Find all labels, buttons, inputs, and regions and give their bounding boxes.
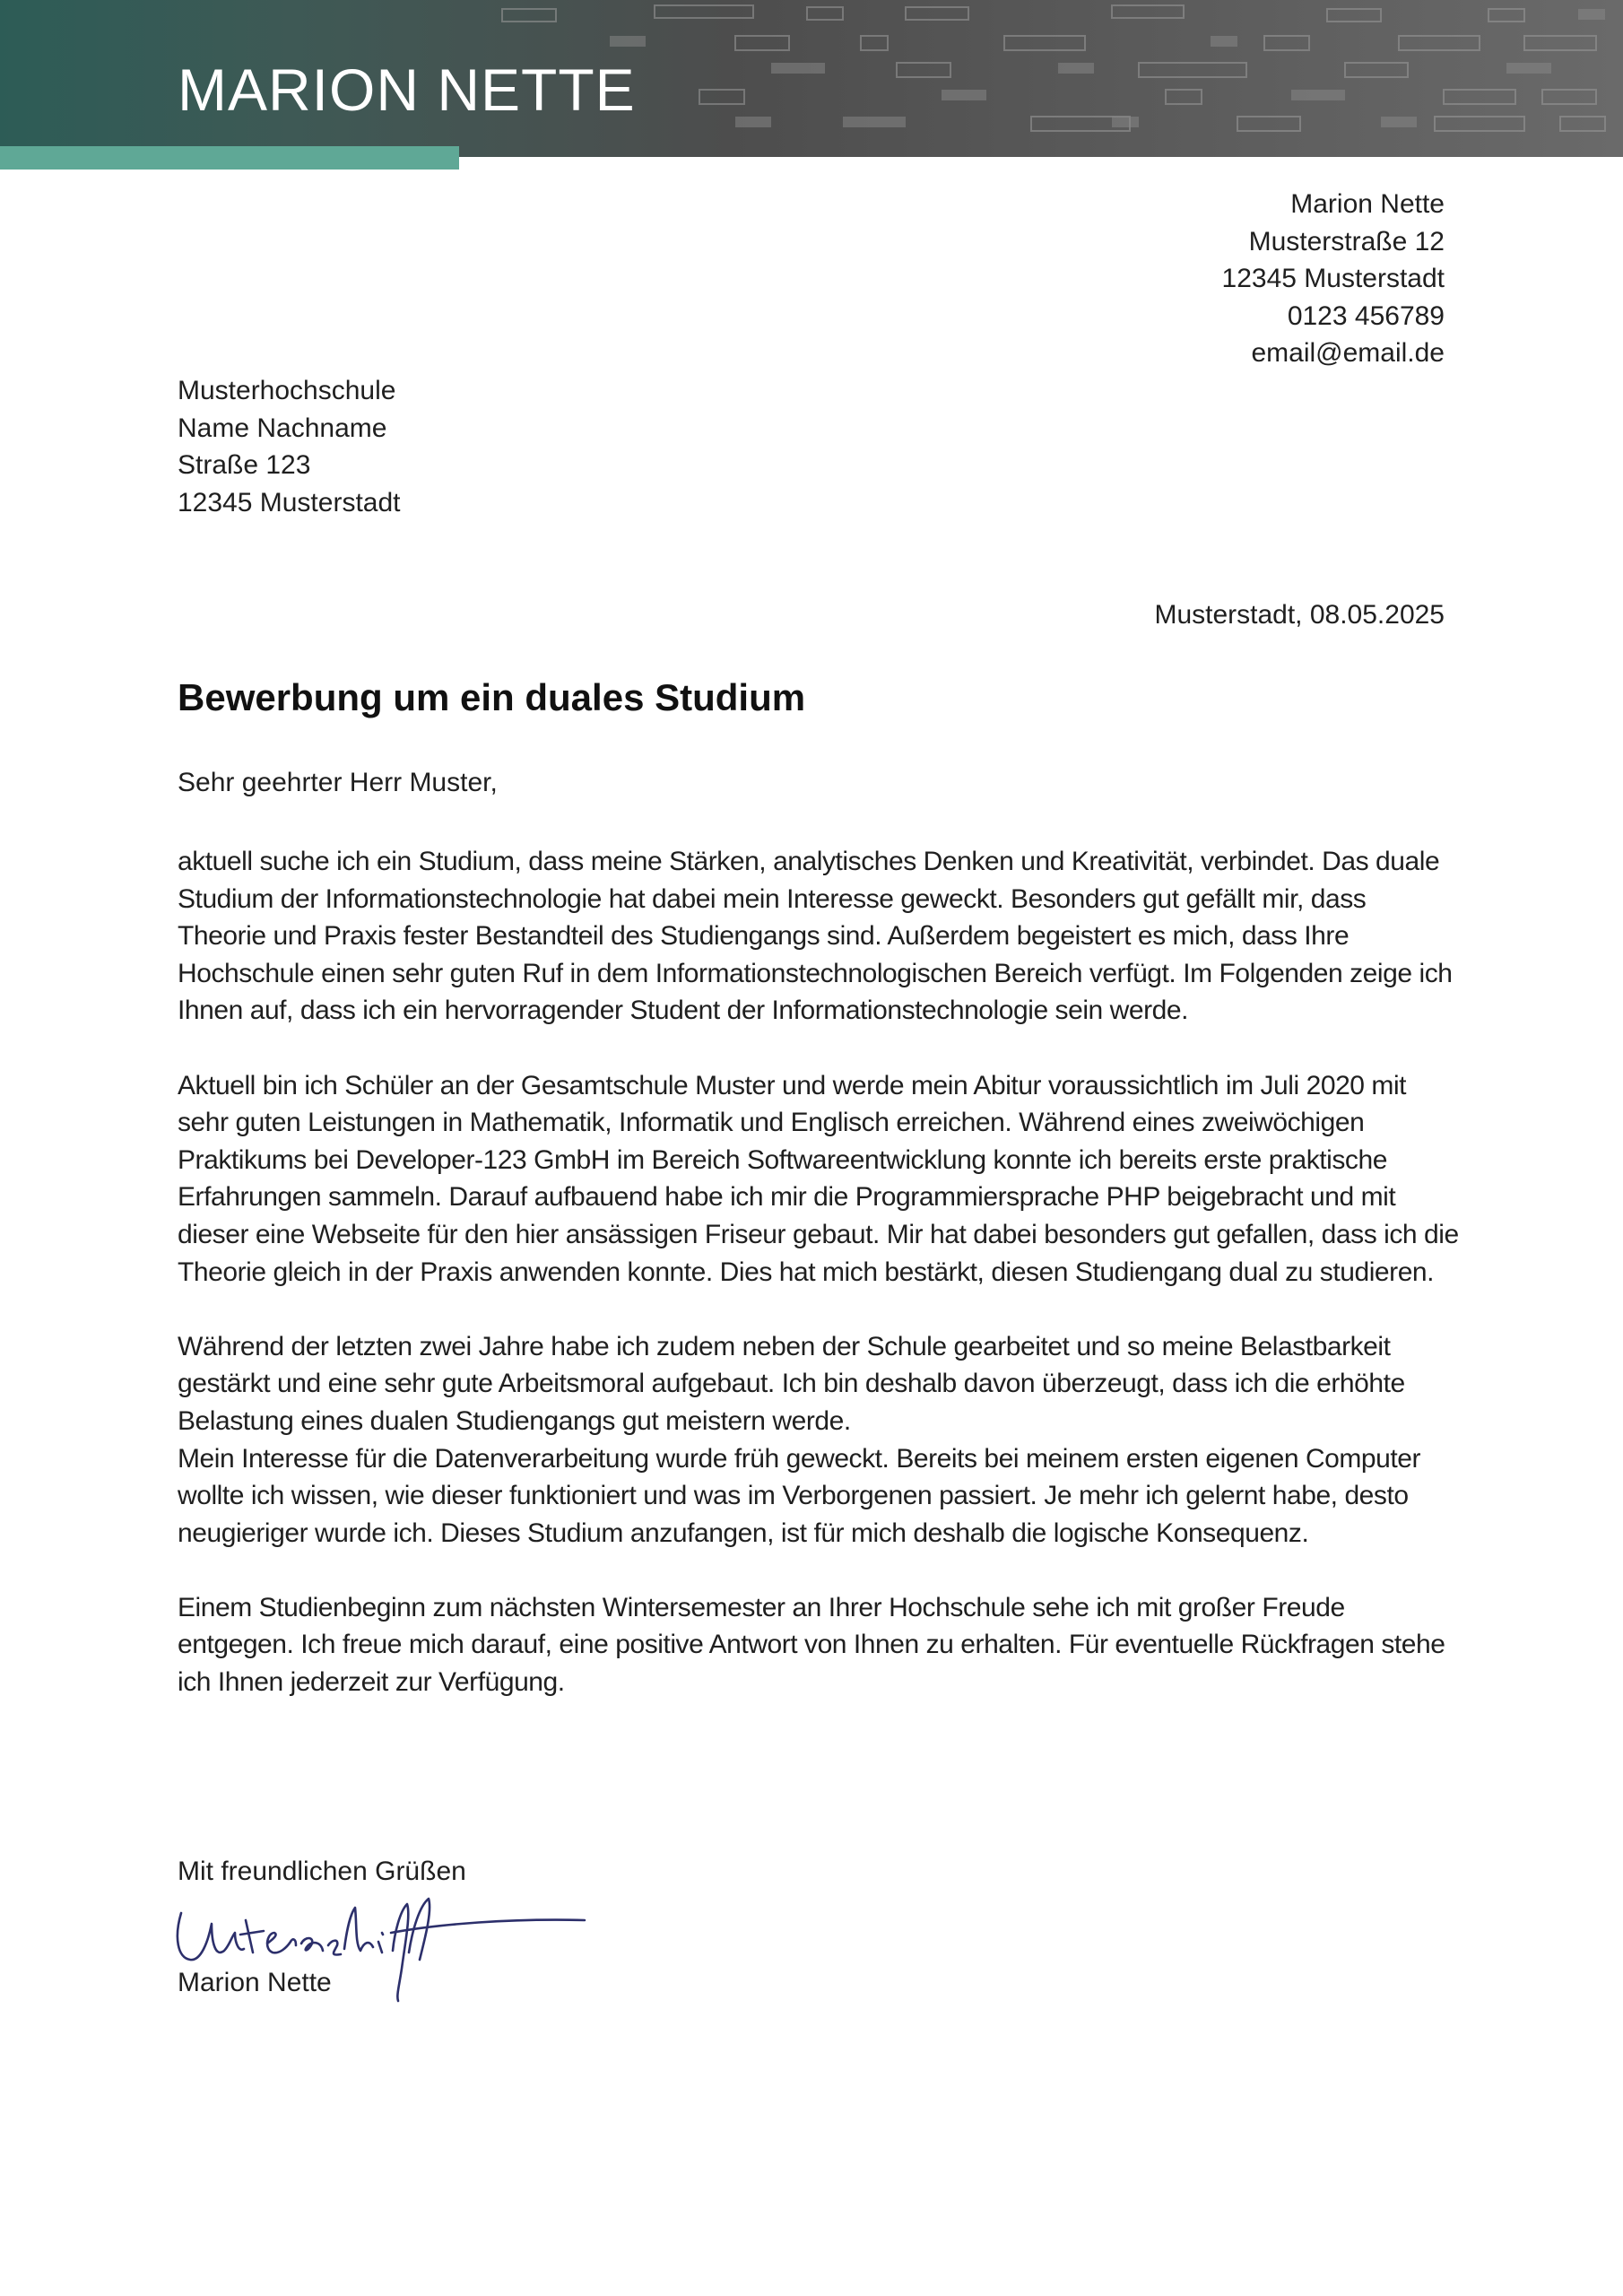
recipient-city: 12345 Musterstadt (178, 487, 401, 517)
header-banner (0, 0, 1623, 157)
sender-name: Marion Nette (1290, 189, 1445, 219)
recipient-address (178, 372, 400, 521)
body-paragraph: aktuell suche ich ein Studium, dass meine Stärken, analytisches Denken und Kreativität, verbindet. Das duale Studium der Informationstechnologie hat dabei mein Interesse geweckt. Besonders gut gefällt mir, dass Theorie und Praxis fester Bestandteil des Studiengangs sind. Außerdem begeistert es mich, dass Ihre Hochschule einen sehr guten Ruf in dem Informationstechnologischen Bereich verfügt. Im Folgenden zeige ich Ihnen auf, dass ich ein hervorragender Student der Informationstechnologie sein werde. (178, 847, 1453, 1026)
sender-street: Musterstraße 12 (1248, 226, 1445, 257)
sender-phone: 0123 456789 (1287, 300, 1445, 331)
body-paragraph: Mein Interesse für die Datenverarbeitung wurde früh geweckt. Bereits bei meinem ersten eigenen Computer wollte ich wissen, wie dieser funktioniert und was im Verborgenen passiert. Je mehr ich gelernt habe, desto neugieriger wurde ich. Dieses Studium anzufangen, ist für mich deshalb die logische Konsequenz. (178, 1443, 1421, 1548)
signer-name: Marion Nette (178, 1968, 332, 1997)
recipient-contact: Name Nachname (178, 413, 387, 443)
header-accent-bar (0, 146, 459, 170)
subject-heading: Bewerbung um ein duales Studium (178, 676, 806, 718)
body-paragraph: Aktuell bin ich Schüler an der Gesamtschule Muster und werde mein Abitur voraussichtlich im Juli 2020 mit sehr guten Leistungen in Mathematik, Informatik und Englisch erreichen. Während eines zweiwöchigen Praktikums bei Developer-123 GmbH im Bereich Softwareentwicklung konnte ich bereits erste praktische Erfahrungen sammeln. Darauf aufbauend habe ich mir die Programmiersprache PHP beigebracht und mit dieser eine Webseite für den hier ansässigen Friseur gebaut. Mir hat dabei besonders gut gefallen, dass ich die Theorie gleich in der Praxis anwenden konnte. Dies hat mich bestärkt, diesen Studiengang dual zu studieren. (178, 1070, 1459, 1287)
body-paragraph: Während der letzten zwei Jahre habe ich zudem neben der Schule gearbeitet und so meine Belastbarkeit gestärkt und eine sehr gute Arbeitsmoral aufgebaut. Ich bin deshalb davon überzeugt, dass ich die erhöhte Belastung eines dualen Studiengangs gut meistern werde. (178, 1331, 1405, 1436)
body-paragraph: Einem Studienbeginn zum nächsten Wintersemester an Ihrer Hochschule sehe ich mit großer Freude entgegen. Ich freue mich darauf, eine positive Antwort von Ihnen zu erhalten. Für eventuelle Rückfragen stehe ich Ihnen jederzeit zur Verfügung. (178, 1592, 1445, 1698)
salutation: Sehr geehrter Herr Muster, (178, 768, 498, 797)
sender-address (1222, 186, 1445, 372)
letter-body (178, 843, 1460, 1738)
date-line: Musterstadt, 08.05.2025 (1154, 600, 1445, 630)
closing-phrase: Mit freundlichen Grüßen (178, 1857, 466, 1886)
recipient-institution: Musterhochschule (178, 376, 396, 405)
header-name: MARION NETTE (178, 57, 636, 123)
sender-email: email@email.de (1251, 338, 1445, 369)
sender-city: 12345 Musterstadt (1221, 264, 1445, 294)
recipient-street: Straße 123 (178, 450, 311, 481)
